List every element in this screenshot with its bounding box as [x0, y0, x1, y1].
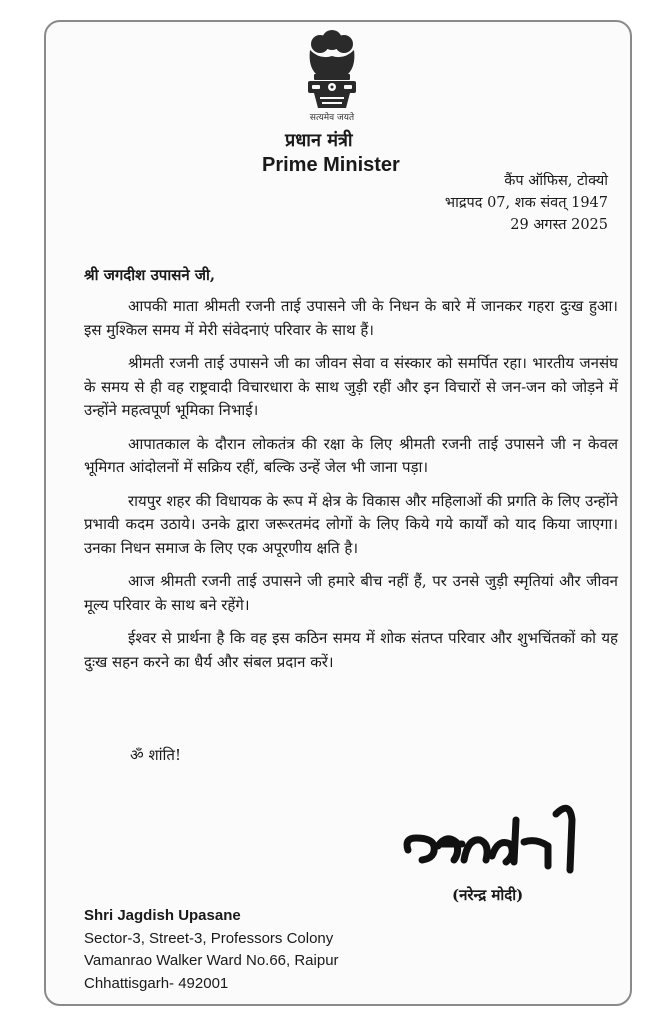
- dateline-place: कैंप ऑफिस, टोक्यो: [504, 173, 608, 189]
- recipient-address-line: Sector-3, Street-3, Professors Colony: [84, 929, 334, 947]
- closing-line: ॐ शांति!: [130, 746, 181, 764]
- recipient-address-line: Vamanrao Walker Ward No.66, Raipur: [84, 952, 339, 969]
- recipient-address: [84, 905, 339, 995]
- national-emblem-icon: [300, 26, 364, 114]
- signatory-name: (नरेन्द्र मोदी): [452, 886, 524, 904]
- emblem-motto: सत्यमेव जयते: [309, 113, 355, 123]
- recipient-address-line: Chhattisgarh- 492001: [84, 974, 229, 992]
- paragraph: आज श्रीमती रजनी ताई उपासने जी हमारे बीच नहीं हैं, पर उनसे जुड़ी स्मृतियां और जीवन मूल्य परिवार के साथ बने रहेंगे।: [84, 572, 618, 614]
- dateline-gregorian-date: 29 अगस्त 2025: [510, 217, 608, 233]
- paragraph: आपकी माता श्रीमती रजनी ताई उपासने जी के निधन के बारे में जानकर गहरा दुःख हुआ। इस मुश्किल समय में मेरी संवेदनाएं परिवार के साथ हैं।: [84, 297, 618, 339]
- office-title-hindi: प्रधान मंत्री: [285, 130, 353, 151]
- salutation: श्री जगदीश उपासने जी,: [84, 266, 216, 284]
- paragraph: श्रीमती रजनी ताई उपासने जी का जीवन सेवा व संस्कार को समर्पित रहा। भारतीय जनसंघ के समय से ही वह राष्ट्रवादी विचारधारा के साथ जुड़ी रहीं और इन विचारों से जन-जन को जोड़ने में उन्होंने महत्वपूर्ण भूमिका निभाई।: [84, 354, 618, 419]
- dateline: [445, 170, 608, 236]
- recipient-name: Shri Jagdish Upasane: [84, 907, 241, 924]
- paragraph: रायपुर शहर की विधायक के रूप में क्षेत्र के विकास और महिलाओं की प्रगति के लिए उन्होंने प्रभावी कदम उठाये। उनके द्वारा जरूरतमंद लोगों के लिए किये गये कार्यों को याद किया जाएगा। उनका निधन समाज के लिए एक अपूरणीय क्षति है।: [84, 491, 618, 557]
- paragraph: ईश्वर से प्रार्थना है कि वह इस कठिन समय में शोक संतप्त परिवार और शुभचिंतकों को यह दुःख सहन करने का धैर्य और संबल प्रदान करें।: [84, 629, 618, 671]
- letter-body: [84, 295, 618, 684]
- office-title-english: Prime Minister: [262, 154, 400, 176]
- paragraph: आपातकाल के दौरान लोकतंत्र की रक्षा के लिए श्रीमती रजनी ताई उपासने जी न केवल भूमिगत आंदोलनों में सक्रिय रहीं, बल्कि उन्हें जेल भी जाना पड़ा।: [84, 434, 618, 476]
- handwritten-signature: [398, 780, 588, 880]
- dateline-saka-date: भाद्रपद 07, शक संवत् 1947: [444, 195, 608, 211]
